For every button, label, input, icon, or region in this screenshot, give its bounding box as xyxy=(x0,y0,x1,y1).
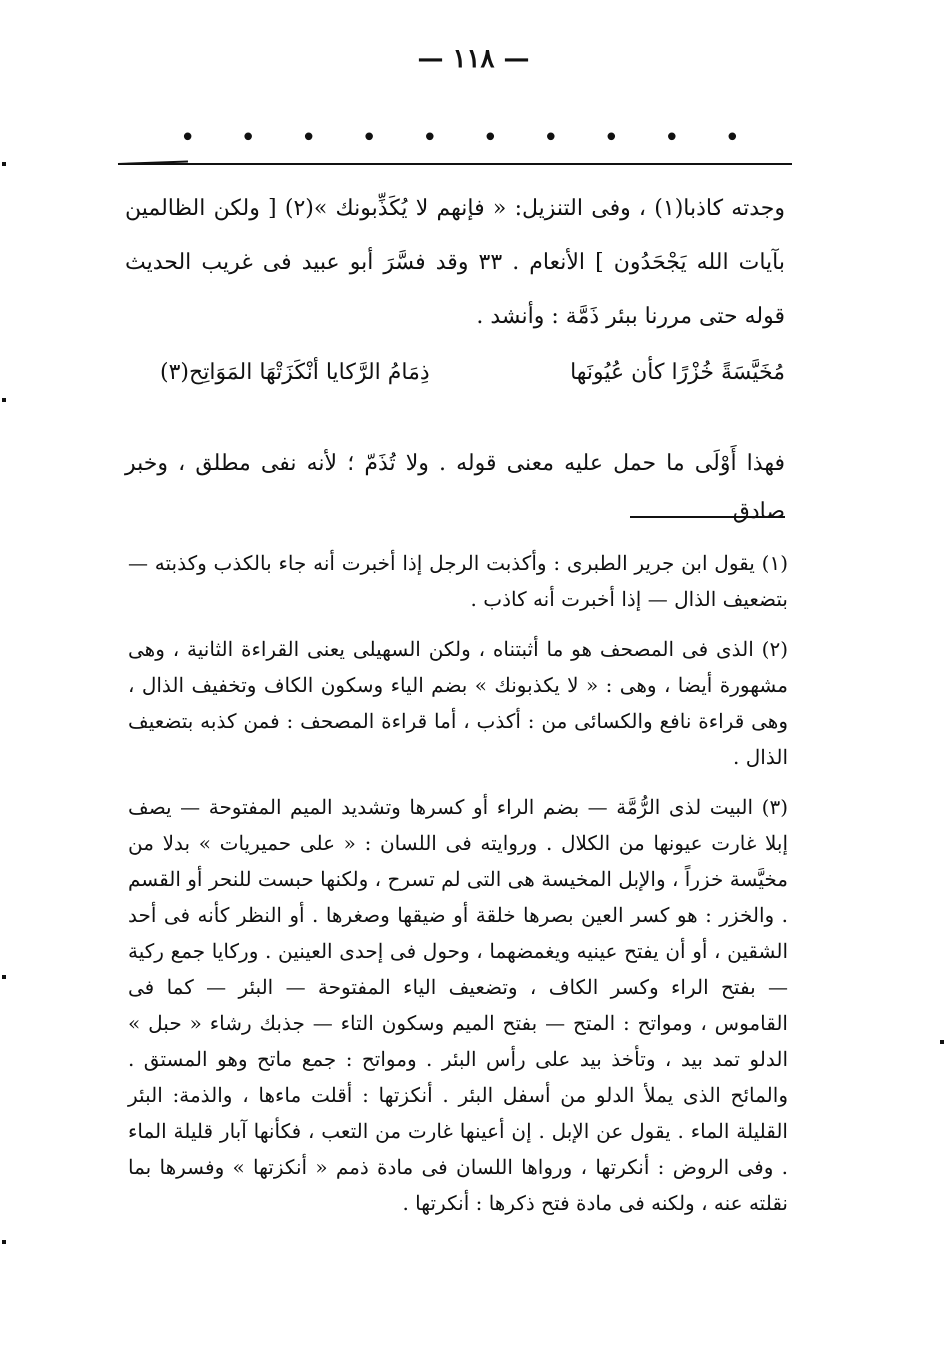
dot: • xyxy=(361,123,377,153)
scan-mark xyxy=(2,162,6,166)
main-paragraph: وجدته كاذبا(١) ، وفى التنزيل: « فإنهم لا يُكَذِّبونك »(٢) [ ولكن الظالمين بآيات الله يَجْحَدُون ] الأنعام . ٣٣ وقد فسَّرَ أبو عبيد فى غريب الحديث قوله حتى مررنا ببئر ذَمَّة : وأنشد . xyxy=(125,196,785,329)
scan-mark xyxy=(2,1240,6,1244)
after-verse-text xyxy=(125,440,785,536)
dot: • xyxy=(240,123,256,153)
scan-mark xyxy=(2,975,6,979)
dot: • xyxy=(664,123,680,153)
footnote-3: (٣) البيت لذى الرُّمَّة — بضم الراء أو كسرها وتشديد الميم المفتوحة — يصف إبلا غارت عيونها من الكلال . وروايته فى اللسان : « على حميريات » بدلا من مخيَّسة خزراً ، والإبل المخيسة هى التى لم تسرح ، ولكنها حبست للنحر أو القسم . والخزر : هو كسر العين بصرها خلقة أو ضيقها وصغرها . أو النظر كأنه فى أحد الشقين ، أو أن يفتح عينيه ويغمضهما ، وحول فى إحدى العينين . وركايا جمع ركية — بفتح الراء وكسر الكاف ، وتضعيف الياء المفتوحة — البئر — كما فى القاموس ، ومواتح : المتح — بفتح الميم وسكون التاء — جذبك رشاء « حبل » الدلو تمد بيد ، وتأخذ بيد على رأس البئر . ومواتح : جمع ماتح وهو المستق . والمائح الذى يملأ الدلو من أسفل البئر . أنكزتها : أقلت ماءها ، والذمة: البئر القليلة الماء . يقول عن الإبل . إن أعينها غارت من التعب ، فكأنها آبار قليلة الماء . وفى الروض : أنكرتها ، ورواها اللسان فى مادة ذمم « أنكزتها » وفسرها بما نقلته عنه ، ولكنه فى مادة فتح ذكرها : أنكرتها . xyxy=(128,795,788,1215)
dot: • xyxy=(603,123,619,153)
dot: • xyxy=(422,123,438,153)
dot: • xyxy=(724,123,740,153)
ornamental-dots xyxy=(180,123,740,153)
footnote-2: (٢) الذى فى المصحف هو ما أثبتناه ، ولكن السهيلى يعنى القراءة الثانية ، وهى مشهورة أيضا ، وهى : « لا يكذبونك » بضم الياء وسكون الكاف وتخفيف الذال ، وهى قراءة نافع والكسائى من : أكذب ، أما قراءة المصحف : فمن كذبه بتضعيف الذال . xyxy=(128,637,788,769)
verse-second-hemistich: ذِمَامُ الرَّكايا أنْكَزَتْهَا المَوَاتِح(٣) xyxy=(160,360,430,385)
dot: • xyxy=(543,123,559,153)
verse-first-hemistich: مُخَيَّسَةً خُزْرًا كأن عُيُونَها xyxy=(570,360,785,385)
scan-mark xyxy=(940,1040,944,1044)
after-verse-paragraph: فهذا أَوْلَى ما حمل عليه معنى قوله . ولا تُذَمّ ؛ لأنه نفى مطلق ، وخبر صادق xyxy=(125,451,785,524)
dot: • xyxy=(180,123,196,153)
scan-mark xyxy=(2,398,6,402)
main-text xyxy=(125,182,785,344)
footnotes xyxy=(128,545,788,1235)
dot: • xyxy=(482,123,498,153)
poetry-verse xyxy=(160,360,785,385)
header-rule xyxy=(118,163,792,165)
footnote-separator xyxy=(630,516,785,518)
footnote-1: (١) يقول ابن جرير الطبرى : وأكذبت الرجل إذا أخبرت أنه جاء بالكذب وكذبته — بتضعيف الذال — إذا أخبرت أنه كاذب . xyxy=(128,551,788,611)
page-number: — ١١٨ — xyxy=(417,44,530,74)
dot: • xyxy=(301,123,317,153)
